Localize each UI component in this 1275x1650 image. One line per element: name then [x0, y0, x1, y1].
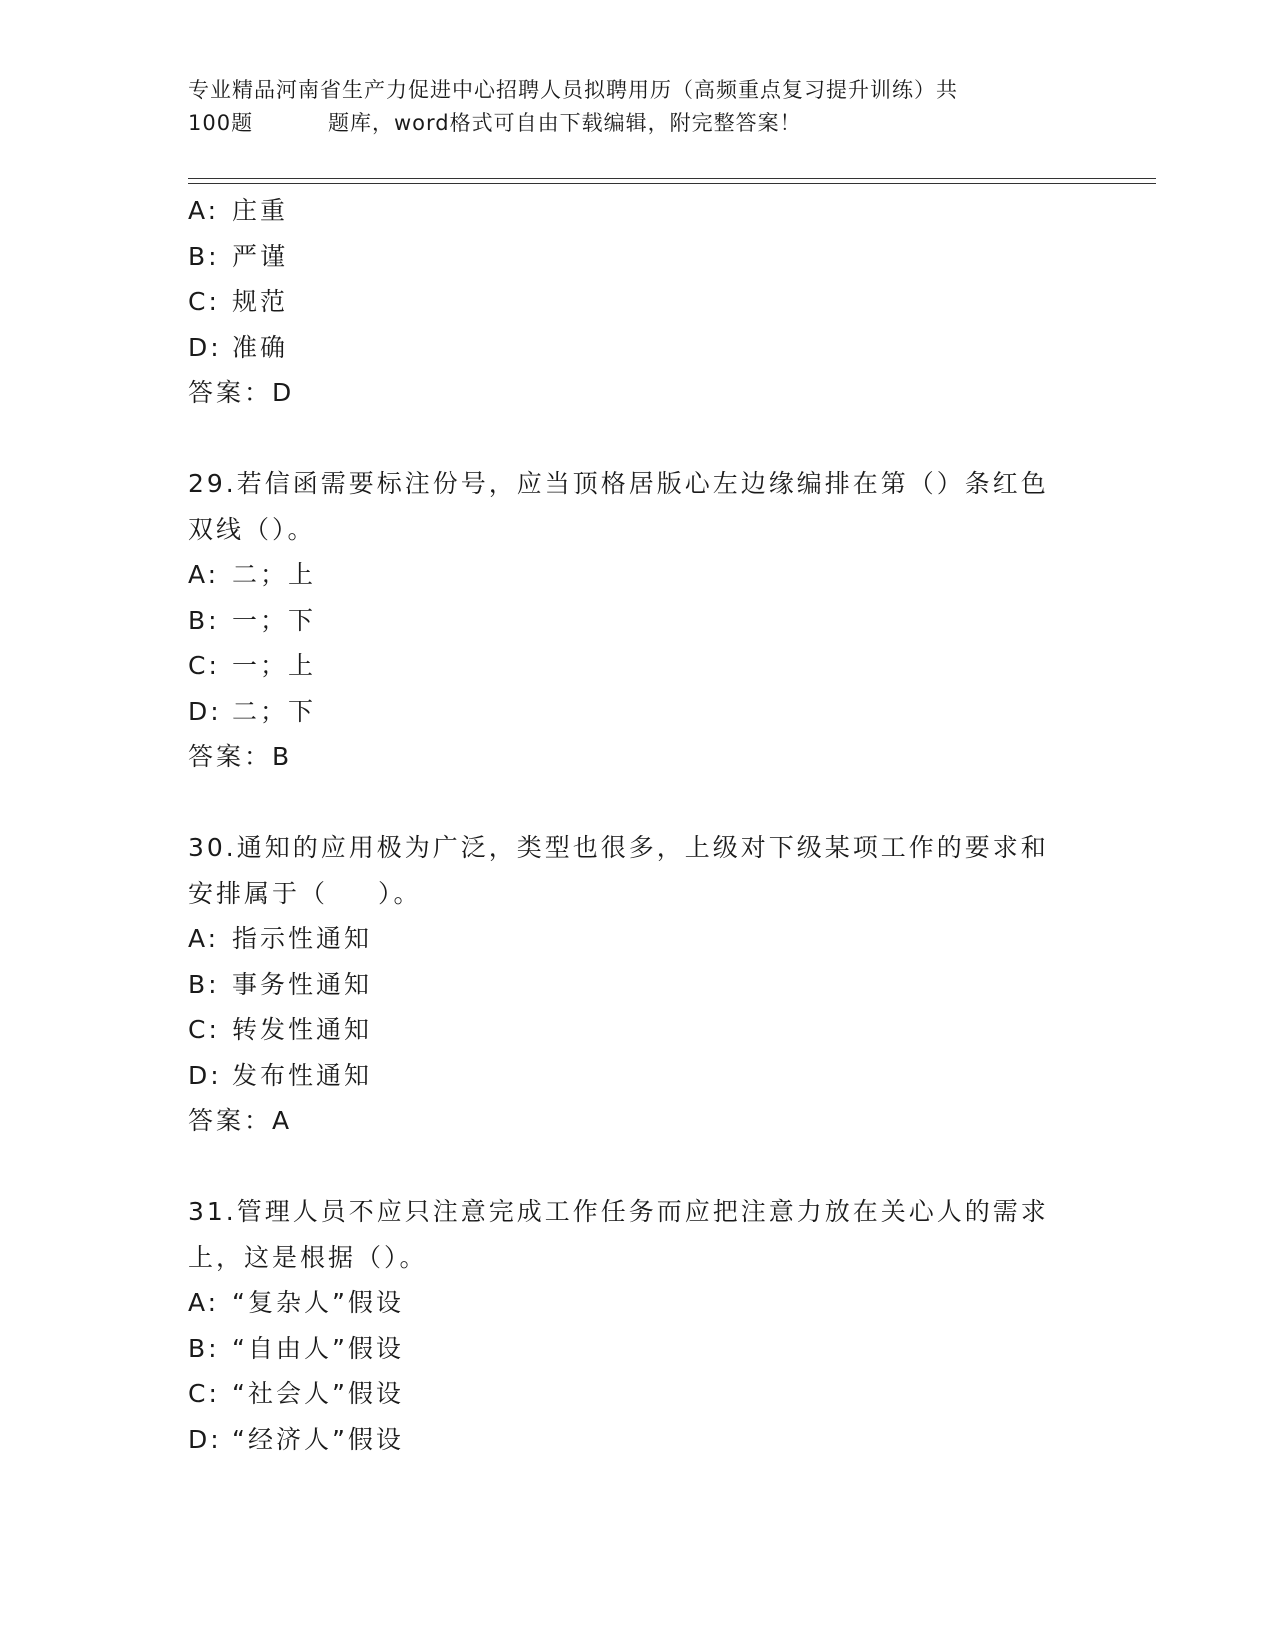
header-title-line1: 专业精品河南省生产力促进中心招聘人员拟聘用历（高频重点复习提升训练）共 — [188, 78, 958, 102]
question-stem-part: 安排属于（ — [188, 878, 329, 908]
option-letter: D: — [188, 1060, 222, 1090]
option-letter: A: — [188, 196, 220, 225]
option-line — [188, 1326, 1088, 1372]
option-line — [188, 325, 1088, 371]
answer-line: 答案：D — [188, 378, 295, 407]
option-line — [188, 689, 1088, 735]
header-title-line2 — [188, 107, 1088, 140]
question-stem-part: ）。 — [378, 878, 422, 908]
option-letter: B: — [188, 969, 220, 999]
option-letter: C: — [188, 651, 220, 680]
option-letter: B: — [188, 1333, 220, 1363]
option-text: 指示性通知 — [232, 924, 373, 953]
option-line — [188, 916, 1088, 962]
prev-question-block — [188, 188, 1088, 416]
question-stem-line: 上，这是根据（）。 — [188, 1242, 428, 1272]
option-letter: B: — [188, 241, 220, 271]
option-line — [188, 1417, 1088, 1463]
option-text: 庄重 — [232, 196, 289, 225]
question-31-block — [188, 1189, 1088, 1462]
option-letter: B: — [188, 605, 220, 635]
header-divider-top — [188, 178, 1156, 179]
option-text: “自由人”假设 — [232, 1333, 404, 1363]
spacer — [188, 1144, 1088, 1190]
option-text: 二；上 — [232, 560, 317, 589]
option-text: 一；下 — [232, 605, 317, 635]
header-divider-bottom — [188, 183, 1156, 184]
page-header — [188, 74, 1088, 140]
option-letter: D: — [188, 696, 222, 726]
option-letter: D: — [188, 332, 222, 362]
question-29-block — [188, 461, 1088, 780]
question-stem-line: 双线（）。 — [188, 514, 316, 544]
option-line — [188, 234, 1088, 280]
option-text: 规范 — [232, 287, 289, 316]
header-description: 题库，word格式可自由下载编辑，附完整答案！ — [328, 111, 802, 135]
option-line — [188, 1280, 1088, 1326]
header-question-count: 100题 — [188, 111, 254, 135]
option-line — [188, 552, 1088, 598]
option-letter: A: — [188, 560, 220, 589]
option-text: 事务性通知 — [232, 969, 373, 999]
option-line — [188, 1053, 1088, 1099]
question-stem-line: 30.通知的应用极为广泛，类型也很多，上级对下级某项工作的要求和 — [188, 833, 1049, 862]
option-line — [188, 1371, 1088, 1417]
option-text: 发布性通知 — [232, 1060, 373, 1090]
option-text: 严谨 — [232, 241, 289, 271]
spacer — [188, 416, 1088, 462]
spacer — [188, 780, 1088, 826]
option-line — [188, 279, 1088, 325]
option-line — [188, 643, 1088, 689]
question-stem-line — [188, 871, 1088, 917]
question-stem-line: 31.管理人员不应只注意完成工作任务而应把注意力放在关心人的需求 — [188, 1197, 1049, 1226]
option-text: “社会人”假设 — [232, 1379, 404, 1408]
option-letter: A: — [188, 924, 220, 953]
option-line — [188, 188, 1088, 234]
option-letter: D: — [188, 1424, 222, 1454]
option-text: “经济人”假设 — [232, 1424, 404, 1454]
option-letter: C: — [188, 1379, 220, 1408]
answer-line: 答案：A — [188, 1106, 293, 1135]
option-text: 一；上 — [232, 651, 317, 680]
option-text: 二；下 — [232, 696, 317, 726]
option-text: 准确 — [232, 332, 289, 362]
option-text: 转发性通知 — [232, 1015, 373, 1044]
option-line — [188, 1007, 1088, 1053]
answer-line: 答案：B — [188, 742, 293, 771]
option-line — [188, 598, 1088, 644]
question-stem-line: 29.若信函需要标注份号，应当顶格居版心左边缘编排在第（）条红色 — [188, 469, 1049, 498]
option-text: “复杂人”假设 — [232, 1288, 404, 1317]
question-content — [188, 188, 1088, 1462]
option-letter: A: — [188, 1288, 220, 1317]
option-letter: C: — [188, 287, 220, 316]
option-letter: C: — [188, 1015, 220, 1044]
question-30-block — [188, 825, 1088, 1144]
option-line — [188, 962, 1088, 1008]
